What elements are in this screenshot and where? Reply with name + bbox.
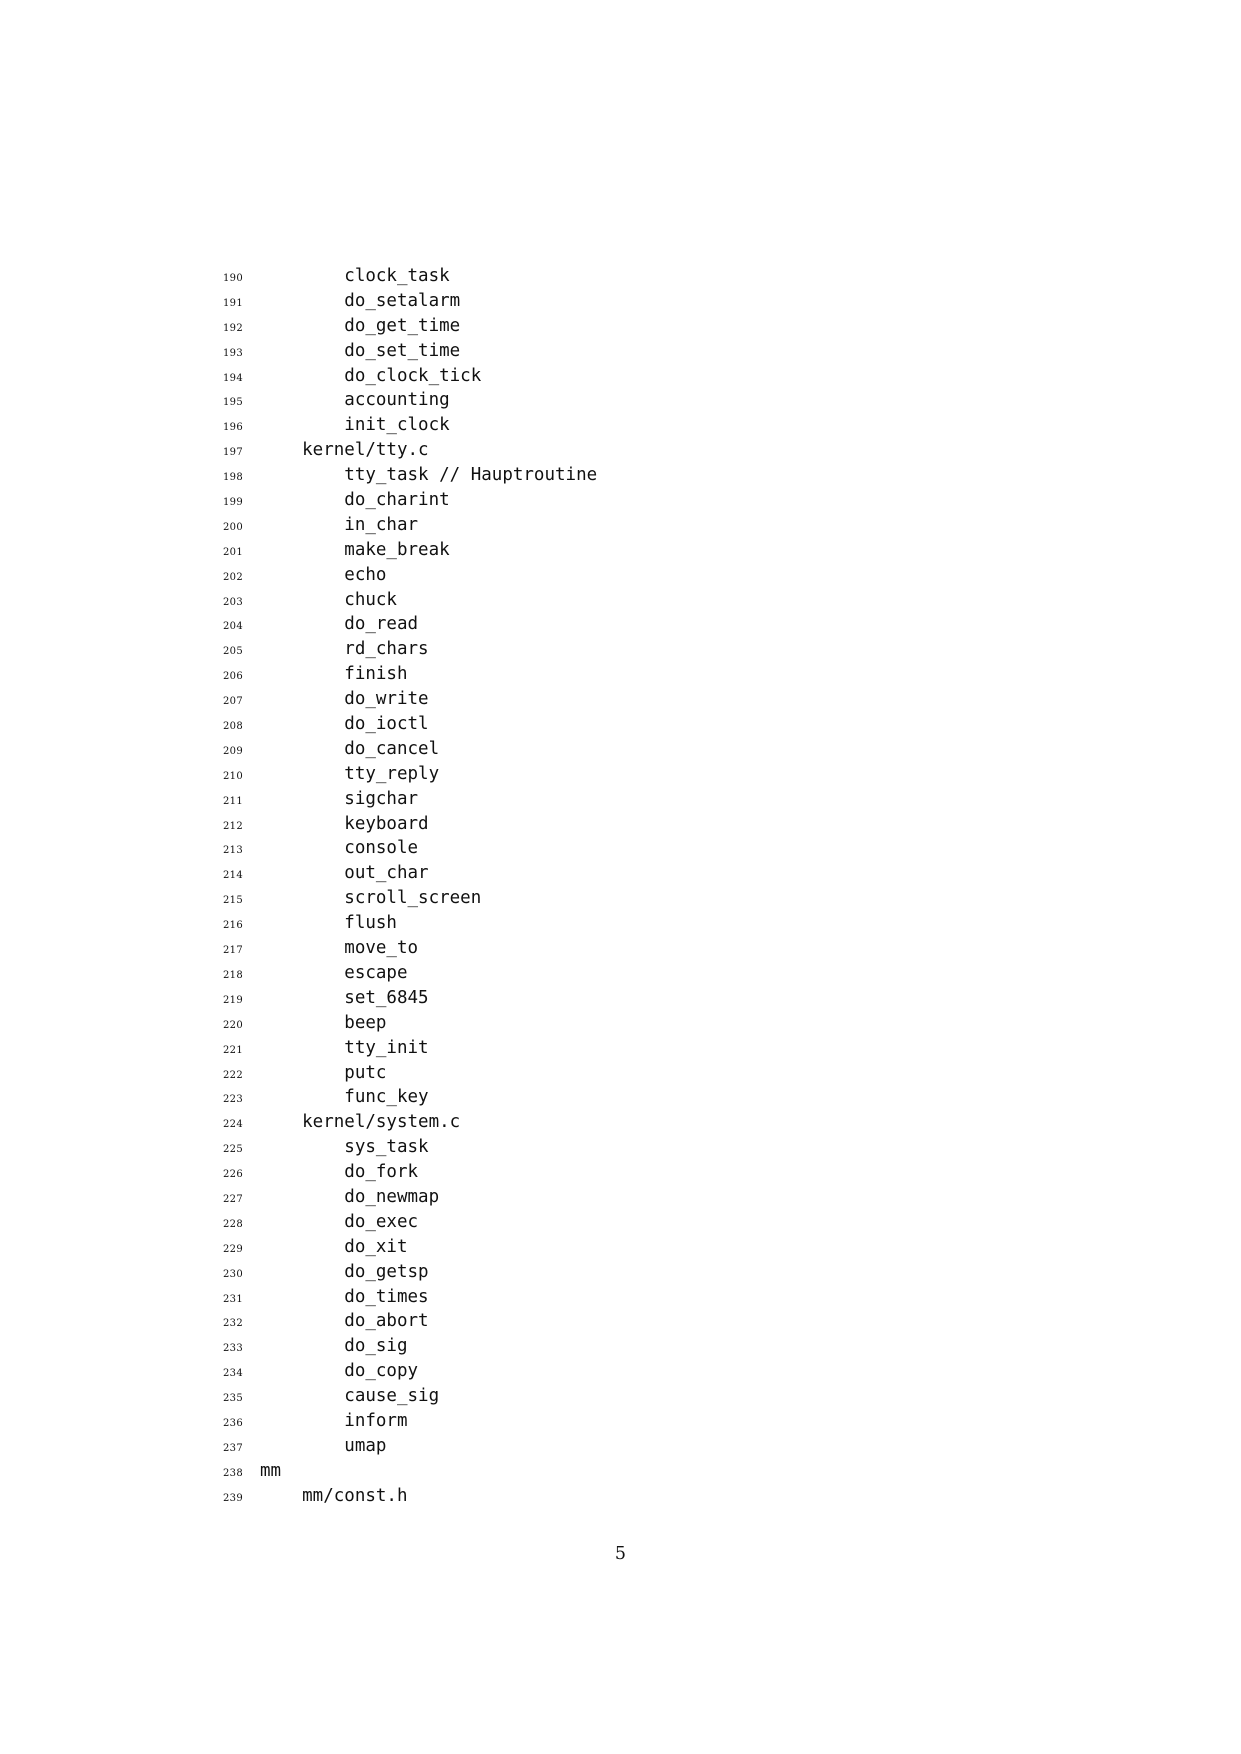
line-number: 196 (223, 422, 243, 434)
line-text: mm (260, 1460, 282, 1481)
line-text: kernel/tty.c (260, 440, 429, 461)
line-text: cause_sig (260, 1386, 440, 1407)
line-text: do_setalarm (260, 290, 461, 311)
line-number: 198 (223, 472, 243, 484)
listing-line (223, 463, 597, 488)
listing-line (223, 712, 597, 737)
line-text: do_get_time (260, 315, 461, 336)
line-number: 201 (223, 546, 243, 558)
listing-line (223, 438, 597, 463)
line-text: set_6845 (260, 987, 429, 1008)
line-text: putc (260, 1062, 387, 1083)
page-number: 5 (614, 1544, 627, 1564)
line-number: 227 (223, 1193, 243, 1205)
line-number: 200 (223, 521, 243, 533)
code-listing (223, 264, 597, 1509)
line-number: 228 (223, 1218, 243, 1230)
listing-line (223, 1309, 597, 1334)
listing-line (223, 787, 597, 812)
listing-line (223, 1459, 597, 1484)
listing-line (223, 662, 597, 687)
line-text: chuck (260, 589, 397, 610)
line-number: 233 (223, 1343, 243, 1355)
listing-line (223, 836, 597, 861)
listing-line (223, 936, 597, 961)
line-number: 230 (223, 1268, 243, 1280)
listing-line (223, 1384, 597, 1409)
listing-line (223, 488, 597, 513)
line-number: 218 (223, 969, 243, 981)
listing-line (223, 1135, 597, 1160)
line-number: 222 (223, 1069, 243, 1081)
line-text: umap (260, 1435, 387, 1456)
line-number: 231 (223, 1293, 243, 1305)
line-number: 197 (223, 447, 243, 459)
line-number: 208 (223, 721, 243, 733)
listing-line (223, 513, 597, 538)
line-number: 224 (223, 1119, 243, 1131)
listing-line (223, 1334, 597, 1359)
listing-line (223, 339, 597, 364)
line-number: 236 (223, 1417, 243, 1429)
listing-line (223, 961, 597, 986)
line-text: do_copy (260, 1361, 419, 1382)
listing-line (223, 762, 597, 787)
listing-line (223, 1434, 597, 1459)
listing-line (223, 612, 597, 637)
line-number: 215 (223, 895, 243, 907)
line-text: do_newmap (260, 1186, 440, 1207)
line-number: 199 (223, 497, 243, 509)
listing-line (223, 563, 597, 588)
line-number: 217 (223, 945, 243, 957)
listing-line (223, 538, 597, 563)
line-number: 216 (223, 920, 243, 932)
line-text: do_getsp (260, 1261, 429, 1282)
listing-line (223, 588, 597, 613)
line-number: 212 (223, 820, 243, 832)
line-text: do_exec (260, 1211, 419, 1232)
line-number: 211 (223, 795, 243, 807)
line-number: 220 (223, 1019, 243, 1031)
line-number: 213 (223, 845, 243, 857)
listing-line (223, 388, 597, 413)
line-text: kernel/system.c (260, 1112, 461, 1133)
line-number: 235 (223, 1393, 243, 1405)
line-number: 205 (223, 646, 243, 658)
listing-line (223, 861, 597, 886)
line-text: beep (260, 1012, 387, 1033)
listing-line (223, 314, 597, 339)
line-text: do_times (260, 1286, 429, 1307)
listing-line (223, 1185, 597, 1210)
line-number: 190 (223, 273, 243, 284)
listing-line (223, 264, 597, 289)
line-text: finish (260, 664, 408, 685)
line-number: 221 (223, 1044, 243, 1056)
line-number: 237 (223, 1442, 243, 1454)
line-text: do_clock_tick (260, 365, 482, 386)
line-number: 194 (223, 372, 243, 384)
line-text: func_key (260, 1087, 429, 1108)
listing-line (223, 1484, 597, 1509)
listing-line (223, 1110, 597, 1135)
line-text: mm/const.h (260, 1485, 408, 1506)
listing-line (223, 1036, 597, 1061)
line-text: accounting (260, 390, 450, 411)
listing-line (223, 911, 597, 936)
line-text: do_cancel (260, 738, 440, 759)
line-number: 232 (223, 1318, 243, 1330)
listing-line (223, 1011, 597, 1036)
listing-line (223, 1235, 597, 1260)
line-number: 191 (223, 297, 243, 309)
line-number: 234 (223, 1368, 243, 1380)
line-text: do_read (260, 614, 419, 635)
line-text: tty_init (260, 1037, 429, 1058)
listing-line (223, 1061, 597, 1086)
line-text: flush (260, 913, 397, 934)
line-text: sigchar (260, 788, 419, 809)
line-number: 195 (223, 397, 243, 409)
line-number: 202 (223, 571, 243, 583)
listing-line (223, 737, 597, 762)
listing-line (223, 1085, 597, 1110)
listing-line (223, 812, 597, 837)
line-number: 209 (223, 745, 243, 757)
line-number: 207 (223, 696, 243, 708)
line-text: do_ioctl (260, 714, 429, 735)
listing-line (223, 1285, 597, 1310)
line-number: 238 (223, 1467, 243, 1479)
line-text: echo (260, 564, 387, 585)
listing-line (223, 364, 597, 389)
listing-line (223, 886, 597, 911)
line-number: 203 (223, 596, 243, 608)
listing-line (223, 1409, 597, 1434)
line-number: 225 (223, 1144, 243, 1156)
line-text: do_abort (260, 1311, 429, 1332)
listing-line (223, 1359, 597, 1384)
line-text: console (260, 838, 419, 859)
listing-line (223, 413, 597, 438)
listing-line (223, 289, 597, 314)
listing-line (223, 1260, 597, 1285)
line-text: do_xit (260, 1236, 408, 1257)
line-text: clock_task (260, 266, 450, 286)
line-number: 223 (223, 1094, 243, 1106)
line-number: 193 (223, 347, 243, 359)
line-text: do_charint (260, 490, 450, 511)
line-text: move_to (260, 938, 419, 959)
line-text: scroll_screen (260, 888, 482, 909)
line-text: tty_task // Hauptroutine (260, 465, 598, 486)
line-text: escape (260, 962, 408, 983)
line-number: 192 (223, 322, 243, 334)
line-number: 226 (223, 1169, 243, 1181)
line-number: 229 (223, 1243, 243, 1255)
line-number: 210 (223, 770, 243, 782)
line-text: do_set_time (260, 340, 461, 361)
line-text: sys_task (260, 1137, 429, 1158)
line-text: keyboard (260, 813, 429, 834)
line-text: tty_reply (260, 763, 440, 784)
line-text: init_clock (260, 415, 450, 436)
line-text: rd_chars (260, 639, 429, 660)
listing-line (223, 637, 597, 662)
line-text: make_break (260, 539, 450, 560)
listing-line (223, 1160, 597, 1185)
listing-line (223, 1210, 597, 1235)
line-text: do_fork (260, 1162, 419, 1183)
line-number: 206 (223, 671, 243, 683)
line-number: 239 (223, 1492, 243, 1504)
line-number: 204 (223, 621, 243, 633)
line-text: inform (260, 1410, 408, 1431)
line-text: in_char (260, 514, 419, 535)
line-text: do_sig (260, 1336, 408, 1357)
line-number: 219 (223, 994, 243, 1006)
line-text: do_write (260, 689, 429, 710)
listing-line (223, 687, 597, 712)
line-number: 214 (223, 870, 243, 882)
line-text: out_char (260, 863, 429, 884)
listing-line (223, 986, 597, 1011)
